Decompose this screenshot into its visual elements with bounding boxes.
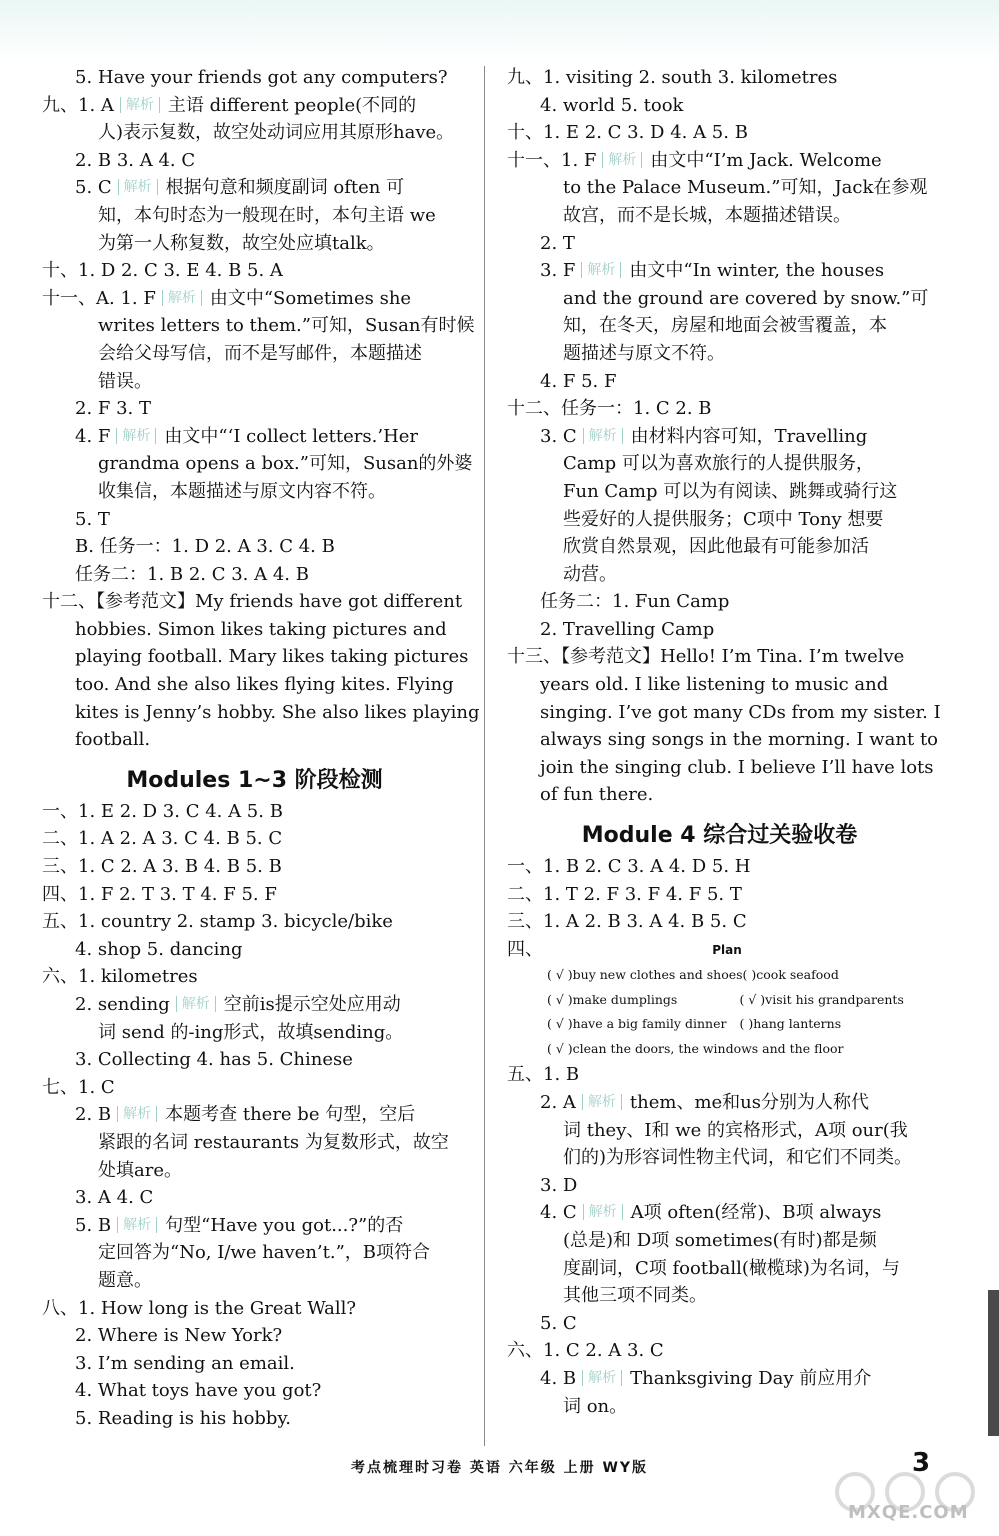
answer-line: 收集信，本题描述与原文内容不符。: [98, 480, 386, 502]
watermark-text: MXQE.COM: [848, 1502, 969, 1523]
analysis-tag: 解析: [176, 996, 216, 1012]
answer-line: 5. C 解析 根据句意和频度副词 often 可: [75, 177, 405, 199]
answer-line: 动营。: [563, 563, 617, 585]
analysis-tag: 解析: [117, 1217, 157, 1233]
answer-line: 5. Have your friends got any computers?: [75, 67, 448, 88]
answer-line: 3. A 4. C: [75, 1187, 154, 1209]
answer-line: 二、1. A 2. A 3. C 4. B 5. C: [42, 828, 283, 850]
column-divider: [484, 66, 485, 1446]
plan-item: ( √ )buy new clothes and shoes: [547, 967, 743, 983]
analysis-tag: 解析: [118, 179, 158, 195]
answer-line: 四、: [507, 938, 543, 960]
answer-line: 2. sending 解析 空前is提示空处应用动: [75, 994, 401, 1015]
answer-line: Camp 可以为喜欢旅行的人提供服务，: [563, 453, 874, 475]
answer-line: 3. D: [540, 1174, 578, 1196]
answer-line: 3. C 解析 由材料内容可知，Travelling: [540, 425, 868, 447]
answer-line: 2. T: [540, 232, 575, 254]
answer-line: 4. F 5. F: [540, 370, 617, 392]
analysis-tag: 解析: [581, 262, 621, 278]
answer-line: 为第一人称复数，故空处应填talk。: [98, 232, 385, 254]
side-tab: [988, 1290, 999, 1436]
answer-line: 4. world 5. took: [540, 94, 684, 116]
answer-line: 十一、A. 1. F 解析 由文中“Sometimes she: [42, 287, 412, 309]
plan-item: ( )cook seafood: [742, 967, 839, 983]
analysis-tag: 解析: [602, 152, 642, 168]
plan-item: ( )hang lanterns: [739, 1016, 842, 1032]
plan-item: ( √ )have a big family dinner: [547, 1016, 727, 1032]
answer-line: writes letters to them.”可知，Susan有时候: [98, 315, 475, 337]
answer-line: 任务二：1. B 2. C 3. A 4. B: [75, 563, 309, 585]
plan-item: ( √ )make dumplings: [547, 991, 678, 1007]
answer-line: 会给父母写信，而不是写邮件，本题描述: [98, 342, 422, 364]
answer-line: and the ground are covered by snow.”可: [563, 287, 929, 309]
essay-line: of fun there.: [540, 784, 654, 806]
answer-line: 度副词，C项 football(橄榄球)为名词，与: [563, 1257, 900, 1279]
essay-line: football.: [75, 729, 151, 751]
answer-line: 2. B 3. A 4. C: [75, 149, 196, 171]
top-tint: [0, 0, 999, 62]
answer-line: Fun Camp 可以为有阅读、跳舞或骑行这: [563, 480, 898, 502]
essay-line: years old. I like listening to music and: [540, 674, 889, 696]
answer-line: 十、1. E 2. C 3. D 4. A 5. B: [507, 122, 748, 144]
analysis-tag: 解析: [582, 1370, 622, 1386]
essay-line: kites is Jenny’s hobby. She also likes playing: [75, 701, 480, 723]
answer-line: 2. B 解析 本题考查 there be 句型，空后: [75, 1104, 416, 1126]
analysis-tag: 解析: [117, 1106, 157, 1122]
answer-line: 2. Where is New York?: [75, 1325, 283, 1347]
answer-line: 五、1. country 2. stamp 3. bicycle/bike: [42, 911, 393, 933]
answer-line: grandma opens a box.”可知，Susan的外婆: [98, 453, 473, 475]
answer-line: 紧跟的名词 restaurants 为复数形式，故空: [98, 1131, 449, 1153]
answer-line: 词 on。: [563, 1395, 628, 1417]
answer-line: 词 send 的-ing形式，故填sending。: [98, 1021, 404, 1043]
answer-line: 题描述与原文不符。: [563, 342, 725, 364]
answer-line: 六、1. C 2. A 3. C: [507, 1340, 664, 1362]
answer-line: 4. B 解析 Thanksgiving Day 前应用介: [540, 1367, 872, 1389]
answer-line: 欣赏自然景观，因此他最有可能参加活: [563, 536, 869, 558]
essay-line: always sing songs in the morning. I want to: [540, 729, 939, 751]
essay-line: join the singing club. I believe I’ll have lots: [540, 756, 934, 778]
analysis-tag: 解析: [583, 428, 623, 444]
answer-line: 定回答为“No, I/we haven’t.”，B项符合: [98, 1242, 431, 1264]
footer-title: 考点梳理时习卷 英语 六年级 上册 WY版: [350, 1460, 649, 1476]
plan-checklist: [547, 963, 932, 1061]
answer-line: 六、1. kilometres: [42, 966, 198, 988]
answer-line: to the Palace Museum.”可知，Jack在参观: [563, 177, 928, 199]
answer-line: 任务二：1. Fun Camp: [540, 591, 730, 613]
answer-line: 其他三项不同类。: [563, 1285, 707, 1307]
answer-line: 2. A 解析 them、me和us分别为人称代: [540, 1092, 870, 1113]
answer-line: (总是)和 D项 sometimes(有时)都是频: [563, 1229, 877, 1251]
answer-line: 4. shop 5. dancing: [75, 938, 243, 960]
answer-line: 十一、1. F 解析 由文中“I’m Jack. Welcome: [507, 149, 882, 171]
analysis-tag: 解析: [116, 428, 156, 444]
answer-line: 词 they、I和 we 的宾格形式，A项 our(我: [563, 1119, 908, 1141]
answer-line: 十、1. D 2. C 3. E 4. B 5. A: [42, 260, 283, 282]
answer-line: 处填are。: [98, 1159, 182, 1181]
answer-line: 题意。: [98, 1269, 152, 1291]
answer-line: 十二、任务一：1. C 2. B: [507, 398, 712, 420]
left-column: [42, 64, 480, 1433]
plan-item: ( √ )clean the doors, the windows and the floor: [547, 1040, 844, 1056]
answer-line: 三、1. C 2. A 3. B 4. B 5. B: [42, 856, 282, 878]
section-heading: Modules 1~3 阶段检测: [126, 767, 383, 793]
answer-line: 2. F 3. T: [75, 398, 152, 420]
essay-line: singing. I’ve got many CDs from my sister. I: [540, 701, 941, 723]
essay-line: playing football. Mary likes taking pictures: [75, 646, 469, 668]
answer-line: 一、1. B 2. C 3. A 4. D 5. H: [507, 856, 751, 878]
answer-line: 知，在冬天，房屋和地面会被雪覆盖，本: [563, 315, 887, 337]
answer-line: 4. What toys have you got?: [75, 1380, 322, 1402]
answer-line: 5. T: [75, 508, 110, 530]
answer-line: 八、1. How long is the Great Wall?: [42, 1297, 357, 1319]
answer-line: 五、1. B: [507, 1064, 580, 1086]
plan-item: ( √ )visit his grandparents: [739, 991, 904, 1007]
section-heading: Module 4 综合过关验收卷: [581, 823, 858, 849]
answer-line: 3. Collecting 4. has 5. Chinese: [75, 1049, 353, 1071]
analysis-tag: 解析: [583, 1204, 623, 1220]
answer-line: 四、1. F 2. T 3. T 4. F 5. F: [42, 883, 277, 905]
answer-line: 故宫，而不是长城，本题描述错误。: [563, 204, 851, 226]
answer-line: 九、1. visiting 2. south 3. kilometres: [507, 67, 838, 88]
essay-line: 十三、【参考范文】Hello! I’m Tina. I’m twelve: [507, 646, 905, 668]
answer-line: 4. C 解析 A项 often(经常)、B项 always: [540, 1202, 882, 1224]
answer-line: 知，本句时态为一般现在时，本句主语 we: [98, 204, 436, 226]
plan-title: Plan: [712, 943, 742, 958]
answer-line: 2. Travelling Camp: [540, 618, 715, 640]
answer-line: 3. F 解析 由文中“In winter, the houses: [540, 260, 885, 282]
answer-line: 些爱好的人提供服务；C项中 Tony 想要: [563, 508, 884, 530]
analysis-tag: 解析: [162, 290, 202, 306]
answer-line: 三、1. A 2. B 3. A 4. B 5. C: [507, 911, 747, 933]
answer-line: 人)表示复数，故空处动词应用其原形have。: [98, 122, 455, 144]
answer-line: 4. F 解析 由文中“‘I collect letters.’Her: [75, 425, 419, 447]
right-column: [507, 64, 941, 1420]
answer-line: 错误。: [98, 370, 152, 392]
answer-line: 一、1. E 2. D 3. C 4. A 5. B: [42, 800, 283, 822]
answer-line: 5. B 解析 句型“Have you got...?”的否: [75, 1214, 404, 1236]
analysis-tag: 解析: [582, 1094, 622, 1110]
answer-line: 3. I’m sending an email.: [75, 1352, 295, 1374]
answer-line: 二、1. T 2. F 3. F 4. F 5. T: [507, 883, 742, 905]
page-number: 3: [912, 1448, 931, 1478]
essay-line: hobbies. Simon likes taking pictures and: [75, 618, 447, 640]
answer-line: 九、1. A 解析 主语 different people(不同的: [42, 94, 417, 116]
answer-line: 七、1. C: [42, 1076, 115, 1098]
answer-line: B. 任务一：1. D 2. A 3. C 4. B: [75, 536, 335, 558]
essay-line: too. And she also likes flying kites. Flying: [75, 674, 454, 696]
answer-line: 5. Reading is his hobby.: [75, 1407, 291, 1429]
essay-line: 十二、【参考范文】My friends have got different: [42, 591, 463, 613]
analysis-tag: 解析: [120, 97, 160, 113]
answer-line: 们的)为形容词性物主代词，和它们不同类。: [563, 1147, 913, 1169]
answer-line: 5. C: [540, 1312, 577, 1334]
